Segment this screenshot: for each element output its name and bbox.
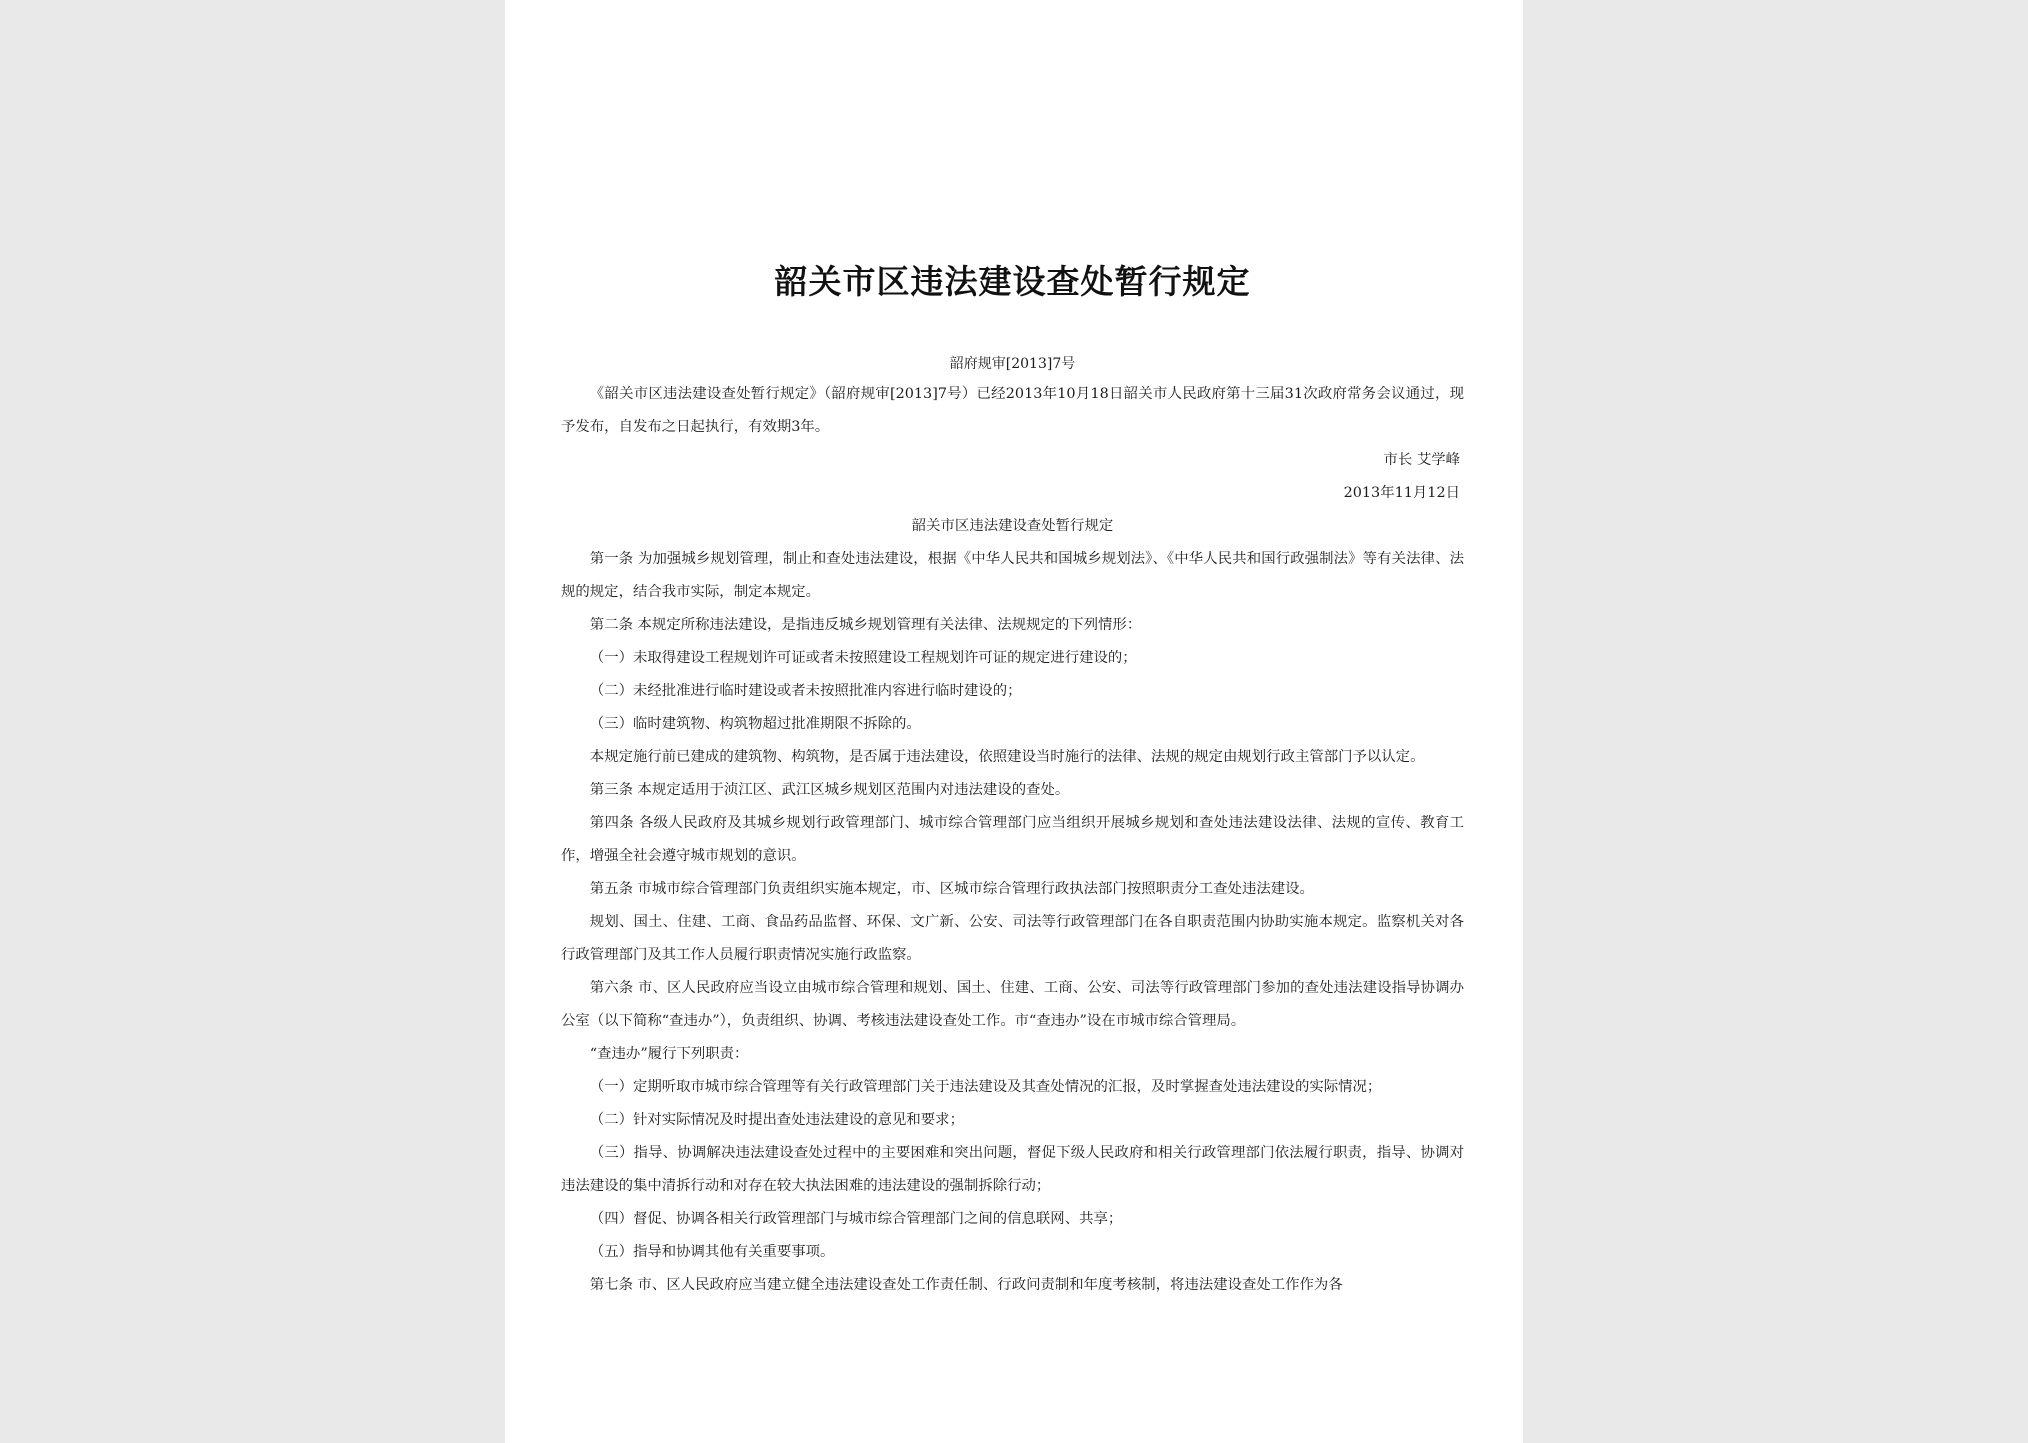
paragraph: 规划、国土、住建、工商、食品药品监督、环保、文广新、公安、司法等行政管理部门在各自职责范围内协助实施本规定。监察机关对各行政管理部门及其工作人员履行职责情况实施行政监察。 xyxy=(561,914,1464,963)
paragraph: 第三条 本规定适用于浈江区、武江区城乡规划区范围内对违法建设的查处。 xyxy=(589,782,1070,798)
paragraph: （一）定期听取市城市综合管理等有关行政管理部门关于违法建设及其查处情况的汇报，及时掌握查处违法建设的实际情况； xyxy=(589,1079,1382,1095)
regulation-subtitle: 韶关市区违法建设查处暂行规定 xyxy=(911,518,1114,534)
paragraph: （二）针对实际情况及时提出查处违法建设的意见和要求； xyxy=(589,1112,964,1128)
paragraph: 第四条 各级人民政府及其城乡规划行政管理部门、城市综合管理部门应当组织开展城乡规划和查处违法建设法律、法规的宣传、教育工作，增强全社会遵守城市规划的意识。 xyxy=(561,815,1464,864)
intro-paragraph: 《韶关市区违法建设查处暂行规定》（韶府规审[2013]7号）已经2013年10月18日韶关市人民政府第十三届31次政府常务会议通过，现予发布，自发布之日起执行，有效期3年。 xyxy=(561,386,1464,435)
paragraph: 第六条 市、区人民政府应当设立由城市综合管理和规划、国土、住建、工商、公安、司法等行政管理部门参加的查处违法建设指导协调办公室（以下简称“查违办”），负责组织、协调、考核违法建设查处工作。市“查违办”设在市城市综合管理局。 xyxy=(561,980,1464,1029)
signature: 市长 艾学峰 xyxy=(1383,452,1460,468)
paragraph: （三）指导、协调解决违法建设查处过程中的主要困难和突出问题，督促下级人民政府和相关行政管理部门依法履行职责，指导、协调对违法建设的集中清拆行动和对存在较大执法困难的违法建设的强制拆除行动； xyxy=(561,1145,1464,1194)
paragraph: （三）临时建筑物、构筑物超过批准期限不拆除的。 xyxy=(589,716,921,732)
paragraph: （一）未取得建设工程规划许可证或者未按照建设工程规划许可证的规定进行建设的； xyxy=(589,650,1137,666)
paragraph: 第一条 为加强城乡规划管理，制止和查处违法建设，根据《中华人民共和国城乡规划法》、《中华人民共和国行政强制法》等有关法律、法规的规定，结合我市实际，制定本规定。 xyxy=(561,551,1464,600)
paragraph: “查违办”履行下列职责： xyxy=(589,1046,749,1062)
paragraph: （五）指导和协调其他有关重要事项。 xyxy=(589,1244,835,1260)
document-title: 韶关市区违法建设查处暂行规定 xyxy=(774,262,1251,301)
paragraph: （二）未经批准进行临时建设或者未按照批准内容进行临时建设的； xyxy=(589,683,1022,699)
paragraph: 第七条 市、区人民政府应当建立健全违法建设查处工作责任制、行政问责制和年度考核制，将违法建设查处工作作为各 xyxy=(589,1277,1343,1293)
document-page xyxy=(505,0,1523,1443)
document-number: 韶府规审[2013]7号 xyxy=(949,356,1076,372)
paragraph: 本规定施行前已建成的建筑物、构筑物，是否属于违法建设，依照建设当时施行的法律、法规的规定由规划行政主管部门予以认定。 xyxy=(589,749,1425,765)
paragraph: （四）督促、协调各相关行政管理部门与城市综合管理部门之间的信息联网、共享； xyxy=(589,1211,1123,1227)
paragraph: 第二条 本规定所称违法建设，是指违反城乡规划管理有关法律、法规规定的下列情形： xyxy=(589,617,1142,633)
issue-date: 2013年11月12日 xyxy=(1343,485,1460,501)
paragraph: 第五条 市城市综合管理部门负责组织实施本规定，市、区城市综合管理行政执法部门按照职责分工查处违法建设。 xyxy=(589,881,1314,897)
